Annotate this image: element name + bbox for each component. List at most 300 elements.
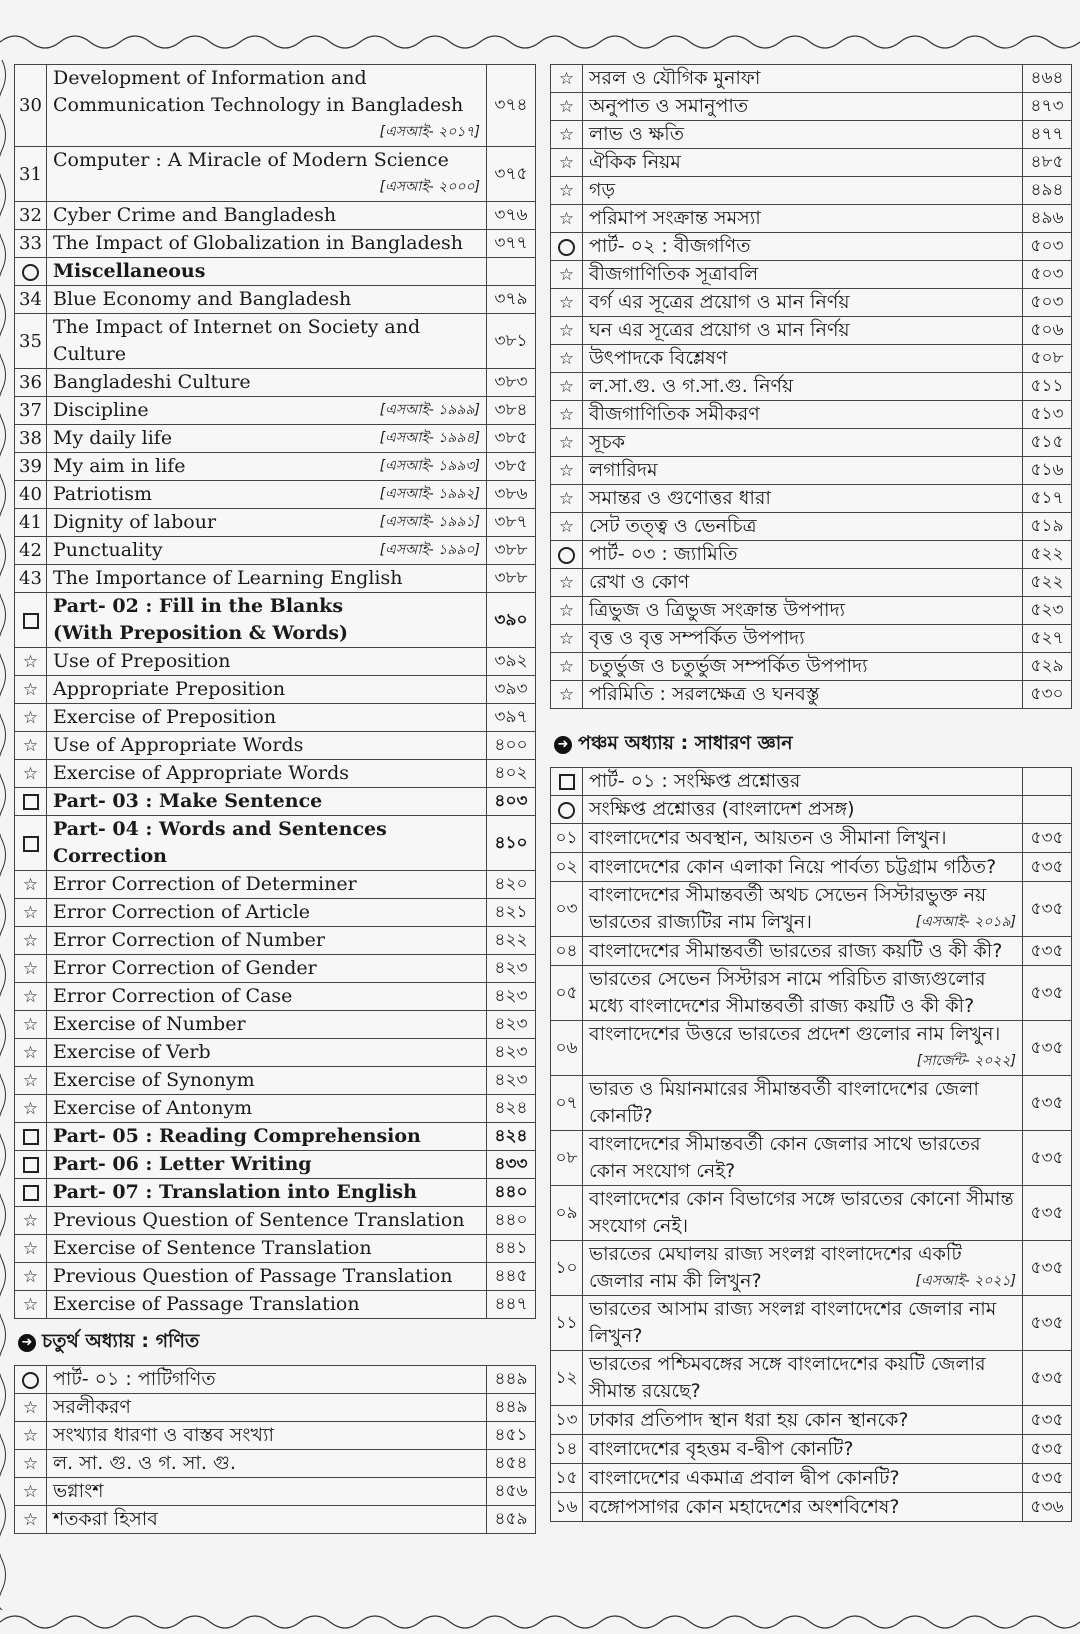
toc-row-page: ৪৪৭	[487, 1291, 536, 1319]
toc-row-number: 34	[15, 286, 47, 314]
toc-row	[15, 1151, 536, 1179]
toc-row-number	[15, 1450, 47, 1478]
toc-row-title: গড়	[583, 177, 1023, 205]
toc-row	[15, 1394, 536, 1422]
toc-row-title: সংখ্যার ধারণা ও বাস্তব সংখ্যা	[47, 1422, 487, 1450]
toc-row-number: 33	[15, 230, 47, 258]
toc-row	[551, 768, 1072, 796]
star-icon: ☆	[22, 736, 39, 756]
circle-icon	[558, 239, 575, 256]
toc-table-english	[14, 64, 536, 1319]
toc-row	[15, 509, 536, 537]
toc-row-title: Part- 05 : Reading Comprehension	[47, 1123, 487, 1151]
toc-row-title: Part- 04 : Words and Sentences Correction	[47, 816, 487, 871]
toc-row-title: Exercise of Sentence Translation	[47, 1235, 487, 1263]
toc-row-page: ৫০৬	[1023, 317, 1072, 345]
toc-row-title: ভগ্নাংশ	[47, 1478, 487, 1506]
toc-row	[551, 457, 1072, 485]
toc-row-page: ৪৪০	[487, 1179, 536, 1207]
toc-row-number	[15, 816, 47, 871]
toc-row	[15, 593, 536, 648]
toc-row-page: ৩৭৪	[487, 65, 536, 147]
toc-row-number	[15, 1506, 47, 1534]
toc-row-page: ৩৮৮	[487, 565, 536, 593]
toc-row-page: ৫২৩	[1023, 597, 1072, 625]
star-icon: ☆	[558, 377, 575, 397]
toc-row-number	[551, 653, 583, 681]
toc-row-title: পরিমিতি : সরলক্ষেত্র ও ঘনবস্তু	[583, 681, 1023, 709]
toc-row-title: Use of Appropriate Words	[47, 732, 487, 760]
toc-row-page	[1023, 768, 1072, 796]
arrow-right-icon: ➜	[554, 736, 572, 754]
toc-row-title: সরল ও যৌগিক মুনাফা	[583, 65, 1023, 93]
star-icon: ☆	[22, 708, 39, 728]
decorative-border-left	[0, 60, 10, 1610]
star-icon: ☆	[22, 1267, 39, 1287]
toc-row-title: ল. সা. গু. ও গ. সা. গু.	[47, 1450, 487, 1478]
toc-row	[15, 369, 536, 397]
toc-row-title: The Impact of Globalization in Bangladesh	[47, 230, 487, 258]
toc-row-title: পার্ট- ০১ : সংক্ষিপ্ত প্রশ্নোত্তর	[583, 768, 1023, 796]
toc-row-number	[15, 732, 47, 760]
toc-row	[15, 397, 536, 425]
toc-row	[551, 653, 1072, 681]
toc-row-number	[15, 1179, 47, 1207]
toc-row-page: ৪৫৬	[487, 1478, 536, 1506]
toc-row-title: Error Correction of Number	[47, 927, 487, 955]
toc-row-page: ৪২৪	[487, 1095, 536, 1123]
exam-note: [এসআই- ১৯৯৯]	[379, 402, 480, 418]
toc-row-number: 32	[15, 202, 47, 230]
toc-row-number	[551, 796, 583, 824]
toc-row-page: ৪২৩	[487, 1011, 536, 1039]
toc-row-page: ৩৮৫	[487, 425, 536, 453]
toc-row	[551, 937, 1072, 966]
toc-row-number: ০১	[551, 824, 583, 853]
toc-row	[551, 1021, 1072, 1076]
toc-row-title: ভারতের মেঘালয় রাজ্য সংলগ্ন বাংলাদেশের একটি জেলার নাম কী লিখুন? [এসআই- ২০২১]	[583, 1241, 1023, 1296]
toc-row-number: ০২	[551, 853, 583, 882]
toc-row-number	[551, 233, 583, 261]
star-icon: ☆	[22, 987, 39, 1007]
toc-row	[551, 401, 1072, 429]
star-icon: ☆	[22, 875, 39, 895]
toc-row-number	[15, 983, 47, 1011]
square-icon	[23, 1185, 39, 1201]
toc-row-page: ৪০২	[487, 760, 536, 788]
toc-row-number: 31	[15, 147, 47, 202]
exam-note: [এসআই- ২০১৯]	[915, 914, 1016, 930]
toc-row-page: ৪৪৯	[487, 1394, 536, 1422]
toc-row-title: Exercise of Verb	[47, 1039, 487, 1067]
toc-row	[551, 1351, 1072, 1406]
star-icon: ☆	[22, 1015, 39, 1035]
toc-row	[15, 286, 536, 314]
toc-row-number	[15, 871, 47, 899]
toc-row-title: সেট তত্ত্ব ও ভেনচিত্র	[583, 513, 1023, 541]
circle-icon	[558, 802, 575, 819]
square-icon	[23, 794, 39, 810]
toc-row-page: ৪২৩	[487, 955, 536, 983]
toc-row-title: ভারত ও মিয়ানমারের সীমান্তবর্তী বাংলাদেশের জেলা কোনটি?	[583, 1076, 1023, 1131]
toc-row-page: ৩৭৫	[487, 147, 536, 202]
toc-row-page: ৫০৩	[1023, 233, 1072, 261]
toc-row-number	[15, 1011, 47, 1039]
toc-row-number	[15, 676, 47, 704]
toc-row	[15, 899, 536, 927]
star-icon: ☆	[558, 489, 575, 509]
toc-row	[15, 704, 536, 732]
toc-row-title: Part- 03 : Make Sentence	[47, 788, 487, 816]
toc-row-title: অনুপাত ও সমানুপাত	[583, 93, 1023, 121]
toc-row-title: পার্ট- ০৩ : জ্যামিতি	[583, 541, 1023, 569]
star-icon: ☆	[22, 1043, 39, 1063]
toc-row-number	[15, 788, 47, 816]
toc-row-page: ৪০৩	[487, 788, 536, 816]
toc-row-page: ৫০৩	[1023, 261, 1072, 289]
toc-row-number: 42	[15, 537, 47, 565]
toc-row	[15, 1179, 536, 1207]
toc-row-title: ঐকিক নিয়ম	[583, 149, 1023, 177]
star-icon: ☆	[22, 959, 39, 979]
toc-row	[15, 1067, 536, 1095]
toc-row	[551, 1296, 1072, 1351]
toc-row-title: The Impact of Internet on Society and Culture	[47, 314, 487, 369]
toc-row-title: পার্ট- ০২ : বীজগণিত	[583, 233, 1023, 261]
toc-row-page: ৪৫১	[487, 1422, 536, 1450]
toc-row	[551, 345, 1072, 373]
toc-row	[15, 1039, 536, 1067]
toc-row-page: ৫৩৫	[1023, 1131, 1072, 1186]
toc-row-number: 36	[15, 369, 47, 397]
star-icon: ☆	[22, 1071, 39, 1091]
toc-row	[15, 648, 536, 676]
toc-row-number	[15, 1039, 47, 1067]
toc-row	[551, 1435, 1072, 1464]
toc-row-page: ৪০০	[487, 732, 536, 760]
toc-row-page	[1023, 796, 1072, 824]
toc-row-page: ৪৬৪	[1023, 65, 1072, 93]
toc-row-page: ৫১৭	[1023, 485, 1072, 513]
toc-row-page: ৪২৩	[487, 1039, 536, 1067]
toc-row-number: 39	[15, 453, 47, 481]
star-icon: ☆	[558, 685, 575, 705]
toc-row-title: লাভ ও ক্ষতি	[583, 121, 1023, 149]
toc-row-number	[15, 1478, 47, 1506]
toc-row-title: Use of Preposition	[47, 648, 487, 676]
star-icon: ☆	[558, 629, 575, 649]
toc-row-number	[551, 177, 583, 205]
toc-row-title: বাংলাদেশের সীমান্তবর্তী ভারতের রাজ্য কয়টি ও কী কী?	[583, 937, 1023, 966]
star-icon: ☆	[22, 903, 39, 923]
toc-row-page: ৫৩৫	[1023, 853, 1072, 882]
toc-row	[15, 1506, 536, 1534]
toc-row-page: ৫০৮	[1023, 345, 1072, 373]
right-column	[550, 64, 1072, 1522]
toc-row-number: ০৪	[551, 937, 583, 966]
toc-table-math-continued	[550, 64, 1072, 709]
toc-row-page: ৪২৩	[487, 983, 536, 1011]
toc-row-number	[15, 927, 47, 955]
toc-row-number	[15, 593, 47, 648]
exam-note: [সার্জেন্ট- ২০২২]	[916, 1053, 1016, 1069]
star-icon: ☆	[558, 517, 575, 537]
toc-row	[15, 676, 536, 704]
toc-row	[15, 1450, 536, 1478]
toc-row-number: ০৩	[551, 882, 583, 937]
toc-row-title: Error Correction of Determiner	[47, 871, 487, 899]
toc-row	[15, 871, 536, 899]
star-icon: ☆	[558, 293, 575, 313]
toc-row-number	[551, 681, 583, 709]
toc-row-title: Cyber Crime and Bangladesh	[47, 202, 487, 230]
toc-row-title: Blue Economy and Bangladesh	[47, 286, 487, 314]
toc-row	[551, 1493, 1072, 1522]
toc-row-number	[551, 429, 583, 457]
toc-row-title: বাংলাদেশের সীমান্তবর্তী কোন জেলার সাথে ভারতের কোন সংযোগ নেই?	[583, 1131, 1023, 1186]
star-icon: ☆	[22, 931, 39, 951]
toc-row	[551, 824, 1072, 853]
toc-row-title: বীজগাণিতিক সমীকরণ	[583, 401, 1023, 429]
toc-row	[15, 760, 536, 788]
toc-row-number	[15, 1366, 47, 1394]
toc-row-number	[15, 1394, 47, 1422]
toc-row	[15, 927, 536, 955]
toc-row-number: 43	[15, 565, 47, 593]
toc-row-number: 40	[15, 481, 47, 509]
toc-row-page: ৩৮১	[487, 314, 536, 369]
toc-row	[551, 485, 1072, 513]
toc-row-title: বৃত্ত ও বৃত্ত সম্পর্কিত উপপাদ্য	[583, 625, 1023, 653]
left-column	[14, 64, 536, 1534]
exam-note: [এসআই- ২০২১]	[915, 1273, 1016, 1289]
toc-row-title: Appropriate Preposition	[47, 676, 487, 704]
toc-row	[551, 317, 1072, 345]
toc-row-page: ৪২০	[487, 871, 536, 899]
square-icon	[23, 1129, 39, 1145]
toc-row-title: Discipline [এসআই- ১৯৯৯]	[47, 397, 487, 425]
toc-row-title: Previous Question of Passage Translation	[47, 1263, 487, 1291]
star-icon: ☆	[558, 69, 575, 89]
toc-row-title: Development of Information and Communication Technology in Bangladesh [এসআই- ২০১৭]	[47, 65, 487, 147]
toc-row-number: ১১	[551, 1296, 583, 1351]
toc-row-page: ৩৮৫	[487, 453, 536, 481]
decorative-border-top	[0, 30, 1080, 54]
star-icon: ☆	[558, 97, 575, 117]
star-icon: ☆	[22, 1510, 39, 1530]
toc-row	[551, 1241, 1072, 1296]
toc-row-page: ৫১৯	[1023, 513, 1072, 541]
toc-row-title: ভারতের আসাম রাজ্য সংলগ্ন বাংলাদেশের জেলার নাম লিখুন?	[583, 1296, 1023, 1351]
toc-row	[15, 1095, 536, 1123]
toc-row-title: Part- 07 : Translation into English	[47, 1179, 487, 1207]
toc-row-number	[15, 258, 47, 286]
toc-row-number: 30	[15, 65, 47, 147]
toc-row-number	[551, 261, 583, 289]
toc-row-number: ১০	[551, 1241, 583, 1296]
toc-row	[15, 202, 536, 230]
toc-row-number	[551, 768, 583, 796]
toc-row-page: ৩৯৩	[487, 676, 536, 704]
toc-row-page: ৪১০	[487, 816, 536, 871]
star-icon: ☆	[558, 573, 575, 593]
toc-row-page: ৪২৪	[487, 1123, 536, 1151]
toc-row	[551, 373, 1072, 401]
toc-row	[551, 569, 1072, 597]
star-icon: ☆	[558, 125, 575, 145]
toc-row-number	[551, 317, 583, 345]
toc-row-page: ৫৩৫	[1023, 937, 1072, 966]
toc-row-number: ০৮	[551, 1131, 583, 1186]
toc-row-page: ৪৩৩	[487, 1151, 536, 1179]
star-icon: ☆	[558, 181, 575, 201]
toc-row-page: ৫১৬	[1023, 457, 1072, 485]
toc-row	[551, 149, 1072, 177]
toc-row-number: 35	[15, 314, 47, 369]
toc-row-page: ৫৩৫	[1023, 1464, 1072, 1493]
square-icon	[23, 836, 39, 852]
toc-row-number: ১৫	[551, 1464, 583, 1493]
exam-note: [এসআই- ১৯৯২]	[379, 486, 480, 502]
toc-row-title: Dignity of labour [এসআই- ১৯৯১]	[47, 509, 487, 537]
exam-note: [এসআই- ১৯৯০]	[379, 542, 480, 558]
toc-row	[15, 230, 536, 258]
toc-row-title: My aim in life [এসআই- ১৯৯৩]	[47, 453, 487, 481]
toc-row-number: ১৪	[551, 1435, 583, 1464]
toc-row-title: পার্ট- ০১ : পাটিগণিত	[47, 1366, 487, 1394]
toc-row-page: ৫১৩	[1023, 401, 1072, 429]
toc-row-number	[551, 625, 583, 653]
toc-row-page: ৪৭৩	[1023, 93, 1072, 121]
toc-row-title: Exercise of Number	[47, 1011, 487, 1039]
toc-row	[15, 147, 536, 202]
toc-row-number	[551, 149, 583, 177]
star-icon: ☆	[558, 657, 575, 677]
toc-row	[15, 453, 536, 481]
toc-row-title: Error Correction of Gender	[47, 955, 487, 983]
toc-row-page: ৪৮৫	[1023, 149, 1072, 177]
toc-row	[551, 233, 1072, 261]
toc-row	[551, 966, 1072, 1021]
toc-row-title: Punctuality [এসআই- ১৯৯০]	[47, 537, 487, 565]
toc-row-title: বাংলাদেশের কোন বিভাগের সঙ্গে ভারতের কোনো সীমান্ত সংযোগ নেই।	[583, 1186, 1023, 1241]
toc-row-title: Miscellaneous	[47, 258, 487, 286]
star-icon: ☆	[22, 1398, 39, 1418]
star-icon: ☆	[558, 349, 575, 369]
toc-row-number	[15, 1151, 47, 1179]
toc-row-title: Previous Question of Sentence Translation	[47, 1207, 487, 1235]
toc-row	[15, 983, 536, 1011]
toc-row-page: ৪৭৭	[1023, 121, 1072, 149]
star-icon: ☆	[22, 1295, 39, 1315]
toc-row-number	[551, 569, 583, 597]
exam-note: [এসআই- ২০০০]	[379, 179, 480, 195]
toc-row-page: ৩৭৭	[487, 230, 536, 258]
toc-row-number: 41	[15, 509, 47, 537]
toc-row-title: চতুর্ভুজ ও চতুর্ভুজ সম্পর্কিত উপপাদ্য	[583, 653, 1023, 681]
toc-row-title: লগারিদম	[583, 457, 1023, 485]
toc-row-title: Exercise of Synonym	[47, 1067, 487, 1095]
exam-note: [এসআই- ১৯৯৪]	[379, 430, 480, 446]
toc-row-title: বাংলাদেশের অবস্থান, আয়তন ও সীমানা লিখুন।	[583, 824, 1023, 853]
toc-row-page: ৩৭৬	[487, 202, 536, 230]
toc-row-number	[15, 1095, 47, 1123]
toc-row-number	[15, 1123, 47, 1151]
toc-row-number: 37	[15, 397, 47, 425]
toc-row-number	[551, 541, 583, 569]
toc-row-number	[551, 457, 583, 485]
toc-row-title: বাংলাদেশের কোন এলাকা নিয়ে পার্বত্য চট্টগ্রাম গঠিত?	[583, 853, 1023, 882]
toc-row-title: Exercise of Antonym	[47, 1095, 487, 1123]
toc-row-page: ৪৯৪	[1023, 177, 1072, 205]
toc-row	[15, 732, 536, 760]
toc-row-page: ৫৩৫	[1023, 1406, 1072, 1435]
toc-row-page: ৫৩৫	[1023, 1296, 1072, 1351]
star-icon: ☆	[558, 321, 575, 341]
toc-table-general-knowledge	[550, 767, 1072, 1522]
toc-row	[15, 788, 536, 816]
toc-row-page: ৫৩৫	[1023, 1186, 1072, 1241]
toc-row	[551, 625, 1072, 653]
toc-row-page: ৫২৭	[1023, 625, 1072, 653]
toc-row-page: ৩৯৭	[487, 704, 536, 732]
toc-row-number	[15, 955, 47, 983]
star-icon: ☆	[22, 652, 39, 672]
toc-row-page: ৫২২	[1023, 569, 1072, 597]
toc-row-number: ১২	[551, 1351, 583, 1406]
toc-row-title: বাংলাদেশের বৃহত্তম ব-দ্বীপ কোনটি?	[583, 1435, 1023, 1464]
toc-row-title: Error Correction of Article	[47, 899, 487, 927]
toc-row	[551, 93, 1072, 121]
toc-row-page: ৫৩৫	[1023, 1021, 1072, 1076]
toc-row-page: ৫০৩	[1023, 289, 1072, 317]
toc-row-page: ৪৪১	[487, 1235, 536, 1263]
toc-row-title: পরিমাপ সংক্রান্ত সমস্যা	[583, 205, 1023, 233]
toc-row-title: ঘন এর সূত্রের প্রয়োগ ও মান নির্ণয়	[583, 317, 1023, 345]
toc-row	[551, 1186, 1072, 1241]
toc-row-number	[551, 65, 583, 93]
toc-row-number	[15, 1207, 47, 1235]
toc-row-number	[551, 289, 583, 317]
toc-row-page: ৫৩৫	[1023, 966, 1072, 1021]
toc-row-title: Part- 06 : Letter Writing	[47, 1151, 487, 1179]
toc-row-number	[15, 1263, 47, 1291]
toc-row	[15, 565, 536, 593]
toc-row	[15, 65, 536, 147]
toc-row	[15, 1422, 536, 1450]
star-icon: ☆	[558, 461, 575, 481]
toc-row-page: ৫৩৫	[1023, 1435, 1072, 1464]
toc-row-number	[551, 485, 583, 513]
toc-row-page: ৫২২	[1023, 541, 1072, 569]
toc-row-title: Part- 02 : Fill in the Blanks (With Preposition & Words)	[47, 593, 487, 648]
toc-row-number	[15, 760, 47, 788]
toc-row-page: ৫২৯	[1023, 653, 1072, 681]
toc-row-number	[551, 205, 583, 233]
toc-row	[551, 853, 1072, 882]
toc-row-page: ৪৪৫	[487, 1263, 536, 1291]
chapter-heading-math: ➜ চতুর্থ অধ্যায় : গণিত	[14, 1319, 536, 1365]
toc-row-page: ৪৪৯	[487, 1366, 536, 1394]
toc-row-number	[551, 597, 583, 625]
toc-row-title: ল.সা.গু. ও গ.সা.গু. নির্ণয়	[583, 373, 1023, 401]
toc-row-number	[15, 648, 47, 676]
toc-row	[551, 205, 1072, 233]
circle-icon	[558, 547, 575, 564]
toc-row-page: ৪৫৪	[487, 1450, 536, 1478]
toc-row-number: 38	[15, 425, 47, 453]
decorative-border-bottom	[0, 1610, 1080, 1634]
